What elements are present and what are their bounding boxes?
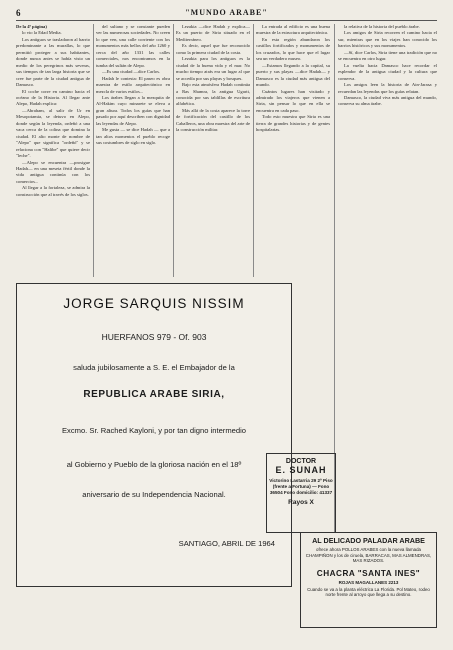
- column-divider: [253, 24, 254, 277]
- doctor-name: E. SUNAH: [275, 465, 327, 475]
- ad-line: al Gobierno y Pueblo de la gloriosa nación en el 18º: [66, 460, 242, 469]
- column-paragraph: El coche corre en camino hacia el océano de la Historia. Al llegar ante Alepo, Hadah explica:: [16, 88, 90, 107]
- column-paragraph: Bajo esta atmósfera Hadah continúa a Ras Shamra, la antigua Ugarit, conocida por sus tablillas de escritura alfabética.: [176, 82, 250, 107]
- ad-business-name: CHACRA "SANTA INES": [316, 568, 421, 578]
- ad-footer: Cuando se va a la planta eléctrica La Florida. Pol Mateo, rodeo norte frente al arroyo que llega a su destino.: [307, 586, 430, 598]
- doctor-address: Victorino Lastarria 29 2º Piso (frente a Fortuna) — Fono 36504 Fono domicilio: 41337: [269, 478, 333, 495]
- ad-heading: AL DELICADO PALADAR ARABE: [312, 536, 425, 545]
- column-divider: [173, 24, 174, 277]
- ad-address: HUERFANOS 979 - Of. 903: [101, 332, 207, 342]
- column-1: [16, 24, 90, 277]
- column-paragraph: Hadah le contesta: El paseo es obra maestra de estilo arquitectónico en mezcla de varios estilos...: [96, 75, 170, 94]
- ad-date: SANTIAGO, ABRIL DE 1964: [178, 539, 275, 548]
- ad-owner-address: ROJAS MAGALLANES 2213: [338, 579, 399, 585]
- column-paragraph: del sultano y se constante pueden ver las numerosas sociedades. No creen lo que ven, una calle corriente con los monumentos más bellos del año 1260 y cerca del año 1331 las calles comerciales, nos encontramos en la tumba del sultán de Alepo.: [96, 24, 170, 68]
- ad-description: ofrece ahora POLLOS ARABES con la nueva llamada CHAMPIÑON y los de ciruela, BARRACAS, MAS ALMENDRAS, MAS RIZADOS.: [305, 547, 432, 564]
- column-paragraph: Los amigos de Siria recorren el camino hacia el sur, mientras que en los viajes han conocido los barrios históricos y sus monumentos.: [338, 30, 437, 49]
- column-paragraph: —Sí, dice Carlos, Siria tiene una tradición que no se encuentra en otro lugar.: [338, 49, 437, 62]
- column-paragraph: La vuelta hacia Damasco hace recordar el esplendor de la antigua ciudad y la cultura que conserva.: [338, 62, 437, 81]
- column-paragraph: Me gusta — se dice Hadah — que a tan altos momentos el pueblo recoge sus costumbres de siglo en siglo.: [96, 127, 170, 146]
- ad-line: saluda jubilosamente a S. E. el Embajador de la: [73, 363, 235, 372]
- doctor-ad: [266, 453, 336, 533]
- column-paragraph: Cuántos lugares han visitado y admirado los viajeros que vienen a Siria, sin pensar lo que en ella se encuentra en cada paso.: [256, 88, 330, 113]
- column-2: [96, 24, 170, 277]
- newspaper-title: "MUNDO ARABE": [185, 8, 268, 17]
- column-paragraph: En esta región abundaron los castillos fortificados y monumentos de los cruzados, lo que hace que el lugar sea un verdadero museo.: [256, 36, 330, 62]
- ad-line: Excmo. Sr. Rached Kayloni, y por tan digno intermedio: [61, 426, 247, 435]
- column-paragraph: —Alepo se encuentra —prosigue Hadah— en una meseta fértil donde la vida antigua continúa con los comercios...: [16, 159, 90, 184]
- column-divider: [93, 24, 94, 277]
- column-paragraph: Los antiguos se trasladaron al barrio predominante a las murallas, lo que permitió proteger a sus habitantes, donde nunca antes se había visto un medio de los peregrinos más severas, sus tiempos de tan larga historia que se cree fue parte de la ciudad antigua de Damasco.: [16, 36, 90, 88]
- column-paragraph: De la 4ª página): [16, 24, 47, 29]
- column-paragraph: —Estamos llegando a la capital, su puerto y sus playas —dice Hadah— y Damasco es la ciudad más antigua del mundo.: [256, 62, 330, 88]
- column-paragraph: lo vio la Edad Media.: [22, 30, 62, 36]
- column-paragraph: Lezakia para los antiguos es la ciudad de la buena vida y el mar. No mucho tiempo atrás era un lugar al que se accedía por sus playas y bosques.: [176, 56, 250, 81]
- doctor-service: Rayos X: [288, 499, 314, 507]
- column-paragraph: Los árabes llegan a la mezquita de Al-Hakim cuyo minarete se eleva a gran altura. Todos los guías que han pasado por aquí describen con dignidad las leyendas de Alepo.: [96, 94, 170, 126]
- column-paragraph: la relativa de la historia del pueblo árabe.: [344, 24, 420, 29]
- column-3: [176, 24, 250, 277]
- column-paragraph: Es decir, aquel que fue reconocido como la primera ciudad de la costa.: [176, 43, 250, 55]
- column-paragraph: —Es una ciudad —dice Carlos.: [102, 69, 161, 75]
- ad-line: aniversario de su Independencia Nacional.: [82, 490, 226, 499]
- column-5: [338, 24, 437, 524]
- paladar-ad: [300, 532, 437, 628]
- column-paragraph: La entrada al edificio es una buena muestra de la estructura arquitectónica.: [256, 24, 330, 36]
- header-divider: [16, 20, 437, 21]
- column-paragraph: Todo esto muestra que Siria es una tierra de grandes historias y de gentes hospitalarias.: [256, 114, 330, 133]
- ad-country: REPUBLICA ARABE SIRIA,: [83, 389, 225, 400]
- doctor-title: DOCTOR: [285, 458, 317, 465]
- ad-title: JORGE SARQUIS NISSIM: [63, 296, 245, 311]
- page-number: 6: [16, 8, 21, 18]
- column-paragraph: Lezakia —dice Hadah y explica— Es un puerto de Siria situado en el Mediterráneo.: [176, 24, 250, 42]
- column-paragraph: Damasco, la ciudad viva más antigua del mundo, conserva su alma árabe.: [338, 94, 437, 107]
- column-paragraph: —Abraham, al salir de Ur en Mesopotamia, se detuvo en Alepo, donde según la leyenda, ordeñó a una vaca cerca de la colina que domina la ciudad. El alto monte de nombre de "Alepo" que significa "ordeñó" y se relaciona con "Halibe" que quiere decir "leche".: [16, 107, 90, 159]
- column-paragraph: Al llegar a la fortaleza, se admira la construcción que al través de los siglos.: [16, 185, 90, 197]
- congratulation-ad: [16, 283, 292, 587]
- column-paragraph: Más allá de la costa aparece la torre de fortificación del castillo de los Caballeros, una obra maestra del arte de la construcción militar.: [176, 107, 250, 133]
- column-paragraph: Los amigos leen la historia de Ain-Jarasa y recuerdan las leyendas que los guías relatan.: [338, 82, 437, 94]
